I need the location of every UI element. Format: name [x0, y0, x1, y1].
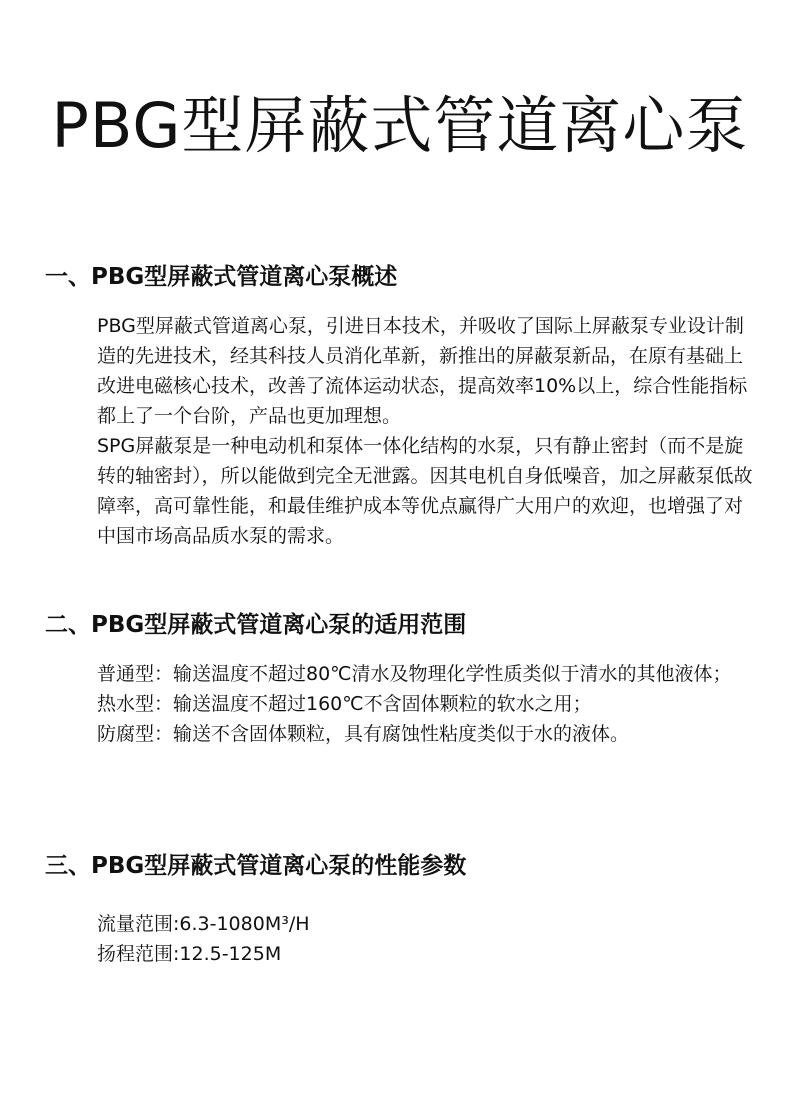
section-heading-applications: 二、PBG型屏蔽式管道离心泵的适用范围	[45, 612, 467, 638]
page-title: PBG型屏蔽式管道离心泵	[51, 89, 749, 162]
section-heading-performance: 三、PBG型屏蔽式管道离心泵的性能参数	[45, 853, 467, 879]
section-heading-overview: 一、PBG型屏蔽式管道离心泵概述	[45, 264, 398, 290]
list-item: 防腐型：输送不含固体颗粒，具有腐蚀性粘度类似于水的液体。	[97, 723, 630, 745]
section-body-applications	[97, 659, 757, 749]
paragraph: SPG屏蔽泵是一种电动机和泵体一体化结构的水泵，只有静止密封（而不是旋转的轴密封），所以能做到完全无泄露。因其电机自身低噪音，加之屏蔽泵低故障率，高可靠性能，和最佳维护成本等优点赢得广大用户的欢迎，也增强了对中国市场高品质水泵的需求。	[97, 435, 753, 547]
section-body-performance	[97, 909, 757, 969]
spec-flow-range: 流量范围:6.3-1080M³/H	[97, 913, 310, 935]
list-item: 热水型：输送温度不超过160℃不含固体颗粒的软水之用；	[97, 693, 592, 715]
spec-head-range: 扬程范围:12.5-125M	[97, 943, 282, 965]
section-body-overview	[97, 311, 757, 551]
paragraph: PBG型屏蔽式管道离心泵，引进日本技术，并吸收了国际上屏蔽泵专业设计制造的先进技术，经其科技人员消化革新，新推出的屏蔽泵新品，在原有基础上改进电磁核心技术，改善了流体运动状态，提高效率10%以上，综合性能指标都上了一个台阶，产品也更加理想。	[97, 315, 748, 427]
list-item: 普通型：输送温度不超过80℃清水及物理化学性质类似于清水的其他液体；	[97, 663, 732, 685]
